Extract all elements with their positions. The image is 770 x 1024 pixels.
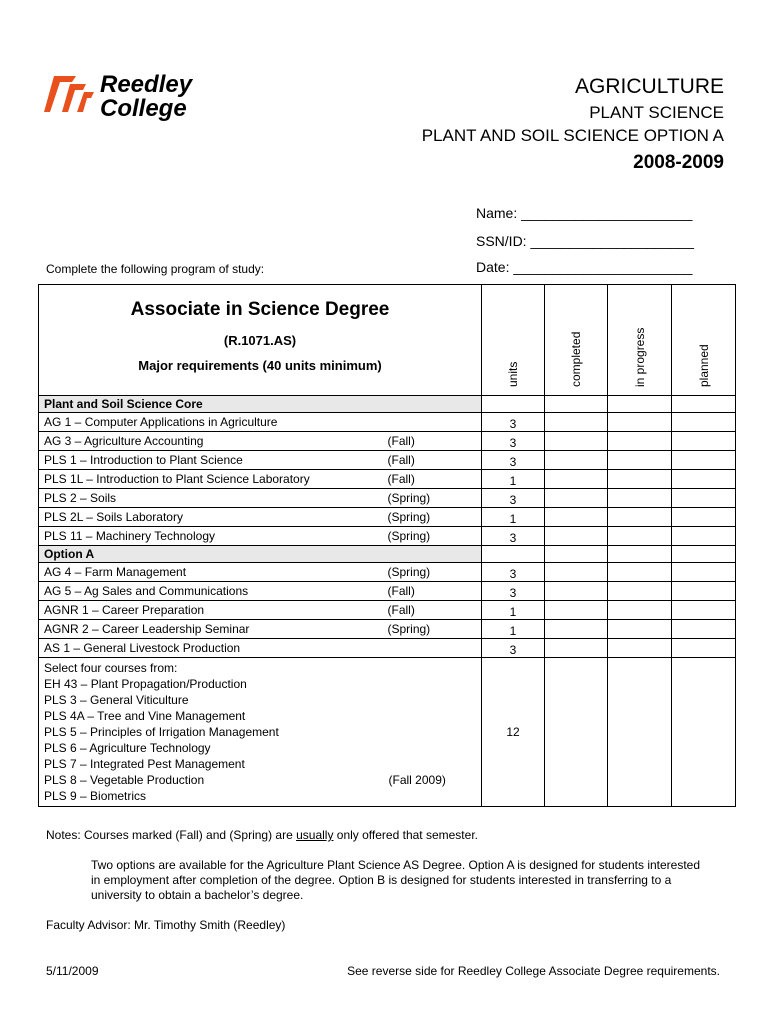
course-units: 3 [482,432,545,451]
check-planned[interactable] [672,508,736,527]
degree-code: (R.1071.AS) [223,333,297,348]
usually-underlined: usually [296,828,334,842]
option-title: PLANT AND SOIL SCIENCE OPTION A [421,126,724,145]
course-units: 1 [482,470,545,489]
select-heading: Select four courses from: [44,661,178,675]
course-name: AS 1 – General Livestock Production [39,639,384,658]
instructions: Complete the following program of study: [46,262,265,276]
check-completed[interactable] [545,451,608,470]
check-planned[interactable] [672,601,736,620]
check-in-progress[interactable] [608,489,672,508]
section-core: Plant and Soil Science Core [39,396,736,413]
course-name: PLS 11 – Machinery Technology [39,527,384,546]
course-term: (Fall) [384,601,482,620]
course-name: AG 3 – Agriculture Accounting [39,432,384,451]
dept-title: AGRICULTURE [575,75,724,98]
course-row [39,508,736,527]
reedley-college-logo [44,70,244,122]
course-units: 1 [482,620,545,639]
check-in-progress[interactable] [608,527,672,546]
course-name: PLS 2L – Soils Laboratory [39,508,384,527]
check-planned[interactable] [672,582,736,601]
course-term: (Spring) [384,527,482,546]
check-planned[interactable] [672,451,736,470]
check-completed[interactable] [545,413,608,432]
course-units: 3 [482,489,545,508]
check-completed[interactable] [545,658,608,807]
check-completed[interactable] [545,639,608,658]
check-completed[interactable] [545,563,608,582]
notes-line: Notes: Courses marked (Fall) and (Spring) are usually only offered that semester. [46,828,478,842]
check-planned[interactable] [672,432,736,451]
course-name: AGNR 2 – Career Leadership Seminar [39,620,384,639]
check-planned[interactable] [672,639,736,658]
col-units: units [482,285,545,396]
course-units: 1 [482,601,545,620]
elective-term: (Fall 2009) [384,658,482,807]
course-units: 3 [482,582,545,601]
check-planned[interactable] [672,620,736,639]
ssn-field[interactable]: SSN/ID: _____________________ [476,233,694,249]
check-in-progress[interactable] [608,432,672,451]
check-planned[interactable] [672,489,736,508]
check-completed[interactable] [545,432,608,451]
course-row [39,451,736,470]
check-planned[interactable] [672,563,736,582]
degree-title: Associate in Science Degree [130,299,390,320]
check-in-progress[interactable] [608,413,672,432]
check-in-progress[interactable] [608,563,672,582]
course-term: (Spring) [384,563,482,582]
course-units: 3 [482,527,545,546]
check-completed[interactable] [545,582,608,601]
logo-mark [44,70,244,122]
elective-units: 12 [482,658,545,807]
program-title: PLANT SCIENCE [589,103,724,122]
course-units: 3 [482,563,545,582]
course-row [39,582,736,601]
course-name: AG 4 – Farm Management [39,563,384,582]
footer-date: 5/11/2009 [46,964,99,978]
course-row [39,432,736,451]
check-planned[interactable] [672,470,736,489]
course-name: AGNR 1 – Career Preparation [39,601,384,620]
check-planned[interactable] [672,413,736,432]
course-term: (Fall) [384,432,482,451]
elective-course: PLS 3 – General Viticulture [44,693,189,707]
elective-course: PLS 6 – Agriculture Technology [44,741,211,755]
faculty-advisor: Faculty Advisor: Mr. Timothy Smith (Reedley) [46,918,286,932]
catalog-year: 2008-2009 [633,152,724,173]
program-table [38,284,736,807]
check-completed[interactable] [545,527,608,546]
check-planned[interactable] [672,527,736,546]
check-completed[interactable] [545,620,608,639]
elective-course: PLS 7 – Integrated Pest Management [44,757,245,771]
col-planned: planned [672,285,736,396]
major-requirements: Major requirements (40 units minimum) [138,358,382,373]
course-units: 3 [482,639,545,658]
elective-list [39,658,384,807]
course-units: 3 [482,451,545,470]
check-completed[interactable] [545,470,608,489]
course-units: 3 [482,413,545,432]
check-in-progress[interactable] [608,639,672,658]
course-units: 1 [482,508,545,527]
course-term: (Fall) [384,451,482,470]
course-row [39,413,736,432]
check-in-progress[interactable] [608,601,672,620]
course-name: PLS 2 – Soils [39,489,384,508]
course-row [39,563,736,582]
course-name: AG 1 – Computer Applications in Agriculture [39,413,384,432]
check-in-progress[interactable] [608,508,672,527]
course-name: PLS 1 – Introduction to Plant Science [39,451,384,470]
check-completed[interactable] [545,489,608,508]
date-field[interactable]: Date: _______________________ [476,259,693,275]
course-term: (Spring) [384,620,482,639]
course-row [39,639,736,658]
course-name: AG 5 – Ag Sales and Communications [39,582,384,601]
check-in-progress[interactable] [608,658,672,807]
course-term [384,413,482,432]
elective-course: PLS 9 – Biometrics [44,789,147,803]
check-completed[interactable] [545,508,608,527]
check-in-progress[interactable] [608,620,672,639]
course-term: (Spring) [384,508,482,527]
elective-row [39,658,736,807]
course-row [39,620,736,639]
check-in-progress[interactable] [608,582,672,601]
check-planned[interactable] [672,658,736,807]
col-in-progress: in progress [608,285,672,396]
course-row [39,489,736,508]
logo-line2: College [100,95,187,122]
section-option-a: Option A [39,546,736,563]
col-completed: completed [545,285,608,396]
options-note: Two options are available for the Agriculture Plant Science AS Degree. Option A is designed for students interested in employment after completion of the degree. Option B is designed for students interested in transferring to a university to obtain a bachelor’s degree. [91,858,701,902]
elective-course: PLS 4A – Tree and Vine Management [44,709,246,723]
course-row [39,527,736,546]
check-completed[interactable] [545,601,608,620]
footer-note: See reverse side for Reedley College Associate Degree requirements. [347,964,720,978]
name-field[interactable]: Name: ______________________ [476,205,693,221]
elective-course: PLS 5 – Principles of Irrigation Management [44,725,279,739]
logo-line1: Reedley [100,71,193,98]
table-header [39,285,482,396]
course-term: (Fall) [384,582,482,601]
course-name: PLS 1L – Introduction to Plant Science Laboratory [39,470,384,489]
course-term [384,639,482,658]
course-term: (Fall) [384,470,482,489]
elective-course: PLS 8 – Vegetable Production [44,773,205,787]
elective-course: EH 43 – Plant Propagation/Production [44,677,247,691]
course-row [39,601,736,620]
course-row [39,470,736,489]
course-term: (Spring) [384,489,482,508]
check-in-progress[interactable] [608,470,672,489]
check-in-progress[interactable] [608,451,672,470]
